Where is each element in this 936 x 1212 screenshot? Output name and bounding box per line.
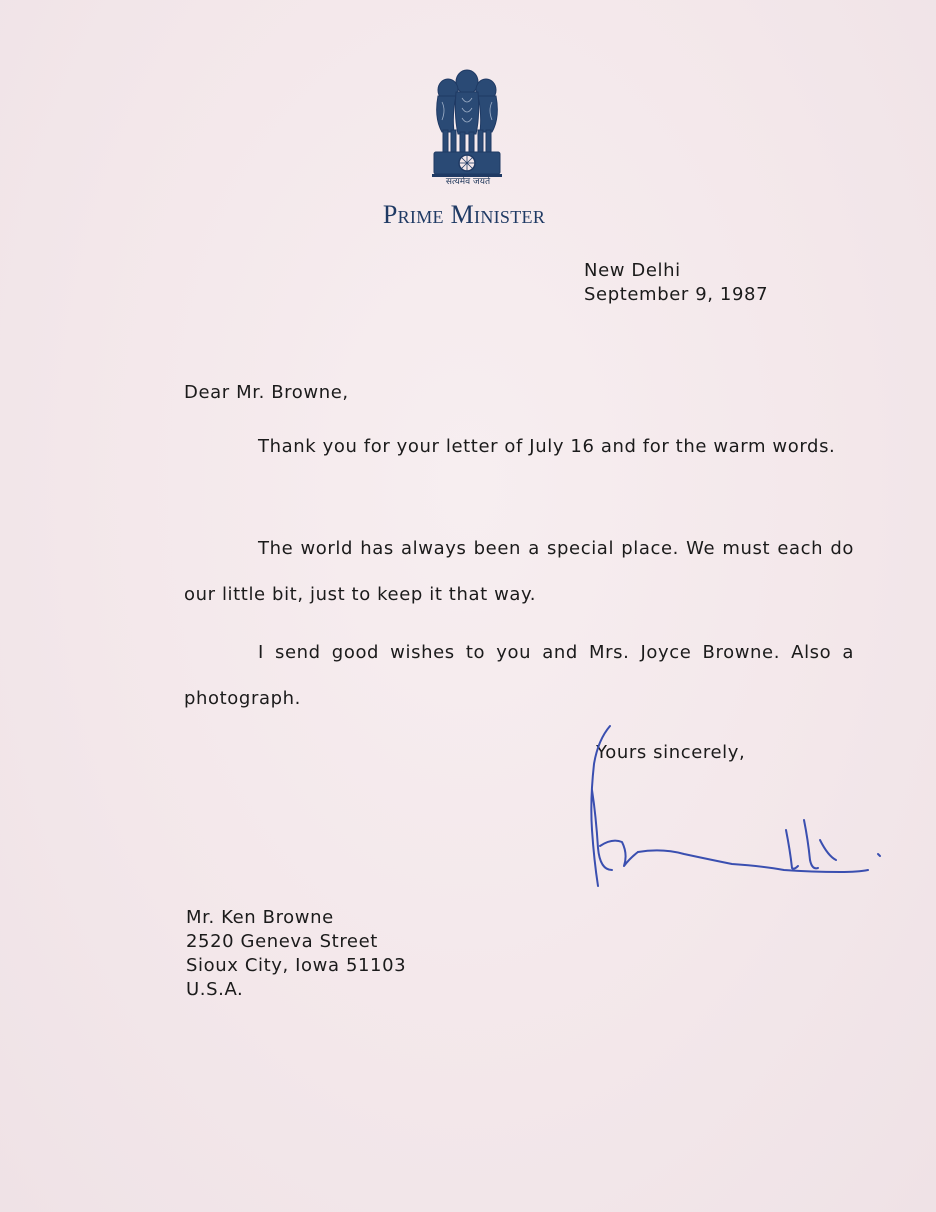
letterhead-title: Prime Minister: [382, 200, 546, 229]
body-paragraph: Thank you for your letter of July 16 and for the warm words.: [258, 436, 836, 457]
address-line: U.S.A.: [186, 979, 244, 1000]
address-line: 2520 Geneva Street: [186, 931, 378, 952]
closing: Yours sincerely,: [596, 742, 746, 763]
dateline-place: New Delhi: [584, 260, 681, 281]
signature-image: [572, 720, 892, 900]
address-line: Mr. Ken Browne: [186, 907, 334, 928]
recipient-address: [186, 906, 406, 1002]
body-paragraph: I send good wishes to you and Mrs. Joyce Browne. Also a photograph.: [184, 642, 854, 709]
emblem-motto: सत्यमेव जयते: [445, 177, 491, 187]
dateline-date: September 9, 1987: [584, 284, 769, 305]
address-line: Sioux City, Iowa 51103: [186, 955, 407, 976]
salutation: Dear Mr. Browne,: [184, 382, 349, 403]
body-paragraph: The world has always been a special place. We must each do our little bit, just to keep it that way.: [184, 538, 854, 605]
